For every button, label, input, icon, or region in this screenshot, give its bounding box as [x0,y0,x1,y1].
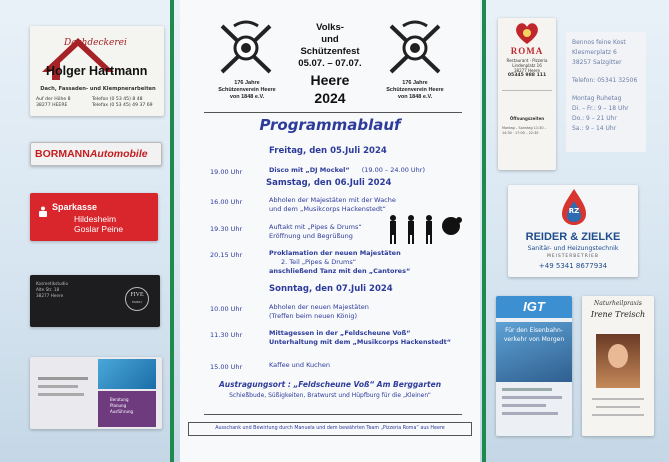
kost-hours-1: Di. – Fr.: 9 – 18 Uhr [572,105,629,112]
kost-hours-2: Do.: 9 – 21 Uhr [572,115,617,122]
bormann-name: BORMANN [35,148,90,160]
event-abholen-line2: und dem „Musikcorps Hackenstedt“ [269,205,386,213]
poster-title [180,22,480,70]
kost-city: 38257 Salzgitter [572,59,622,66]
poster-title-dates: 05.07. – 07.07. [298,58,362,69]
event-mittagessen [269,329,469,347]
five-circle-logo [125,287,149,311]
igt-logo: IGT [523,299,545,314]
sparkasse-region [74,214,123,234]
igt-text-line [502,412,558,415]
roma-hours-title: Öffnungszeiten [509,116,545,121]
emblem-caption-left-line1: 176 Jahre [234,80,260,86]
dachdecker-name: Holger Hartmann [46,64,148,78]
dachdecker-contact [92,97,153,109]
kost-hours-3: Sa.: 9 – 14 Uhr [572,125,617,132]
five-line3: 38277 Heere [36,293,64,298]
day-saturday: Samstag, den 06.Juli 2024 [266,178,392,188]
ad-bennos-kost [566,32,646,152]
ad-naturheilpraxis [582,296,654,436]
event-kaffee: Kaffee und Kuchen [269,361,330,369]
day-friday: Freitag, den 05.Juli 2024 [269,146,387,156]
dachdecker-address-line1: Auf der Höhe 8 [36,97,71,102]
dachdecker-address-line2: 38277 HEERE [36,103,68,108]
roma-phone: 05345 988 111 [507,73,547,78]
construction-text-line [38,385,78,388]
poster-footer: Ausschank und Bewirtung durch Manuela und dem bewährten Team „Pizzeria Roma“ aus Heere [188,422,472,436]
five-logo: FIVE [130,292,144,298]
roma-city: 38277 Heere [514,68,540,73]
green-divider-right [482,0,486,462]
poster-year: 2024 [314,90,346,106]
dachdecker-script: Dachdeckerei [64,38,127,48]
naturheil-text-line [592,398,644,400]
emblem-caption-right-line2: Schützenverein Heere [386,87,444,93]
igt-text-line [502,404,546,407]
program-title: Programmablauf [259,116,401,134]
pipes-drums-silhouette-icon [385,212,465,246]
roma-contact [498,58,556,78]
naturheil-name: Irene Treisch [590,310,646,319]
construction-text-line [38,377,88,380]
sparkasse-brand: Sparkasse [52,202,98,212]
roma-hours: Montag – Sonntag 11:30 – 14:30 · 17:00 – 22:30 [502,126,547,135]
kost-phone: Telefon: 05341 32506 [572,77,638,84]
sparkasse-s-icon [38,203,48,215]
emblem-caption-right-line3: von 1848 e.V. [397,94,433,100]
event-proklamation [269,249,469,276]
venue-title: Austragungsort : „Feldscheune Voß“ Am Berggarten [218,380,442,389]
kost-info [572,38,637,134]
venue-subtitle: Schießbude, Süßigkeiten, Bratwurst und Hüpfburg für die „Kleinen“ [229,392,431,399]
reider-name: REIDER & ZIELKE [525,231,621,243]
day-sunday: Sonntag, den 07.Juli 2024 [269,284,393,294]
naturheil-text-line [592,414,644,416]
ad-bormann [30,142,162,166]
green-divider-left [170,0,174,462]
five-line1: Kosmetikstudio [36,281,69,286]
emblem-caption-left-line2: Schützenverein Heere [218,87,276,93]
event-disco-text: Disco mit „DJ Mockel“ [269,166,350,174]
bormann-suffix: Automobile [89,148,148,160]
reider-meister: MEISTERBETRIEB [547,254,599,259]
event-time: 10.00 Uhr [210,305,243,313]
reider-logo: RZ [568,207,580,215]
construction-line2: Planung [110,403,127,408]
ad-igt [496,296,572,436]
emblem-caption-right-line1: 176 Jahre [402,80,428,86]
construction-services [110,397,133,415]
event-abholen-neu [269,303,469,321]
heart-icon [512,20,542,46]
construction-photo [98,359,156,389]
reider-sub: Sanitär- und Heizungstechnik [527,245,619,252]
reider-phone: +49 5341 8677934 [538,262,608,270]
event-disco-hours: (19.00 – 24.00 Uhr) [361,166,426,174]
event-abholen-line1: Abholen der Majestäten mit der Wache [269,196,396,204]
naturheil-text-line [596,406,640,408]
poster-title-line2: und [321,34,339,45]
event-time: 19.00 Uhr [210,168,243,176]
construction-text-line [38,393,84,396]
bormann-logo [35,148,148,160]
event-time: 20.15 Uhr [210,251,243,259]
roma-address: Lindenplatz 16 [512,63,542,68]
kost-street: Klesmerplatz 6 [572,49,617,56]
roma-sub: Restaurant · Pizzeria [506,58,548,63]
construction-line1: Beratung [110,397,129,402]
igt-slogan-line1: Für den Eisenbahn- [505,327,563,334]
igt-text-line [502,388,552,391]
event-auftakt-line1: Auftakt mit „Pipes & Drums“ [269,223,362,231]
event-time: 15.00 Uhr [210,363,243,371]
event-time: 16.00 Uhr [210,198,243,206]
dachdecker-address [36,97,71,109]
event-disco [269,166,479,175]
five-line2: Alte Str. 18 [36,287,60,292]
igt-slogan-line2: verkehr von Morgen [503,336,565,343]
five-address [36,281,68,299]
poster-title-line3: Schützenfest [300,46,360,57]
construction-line3: Ausführung [110,409,134,414]
event-mittagessen-line2: Unterhaltung mit dem „Musikcorps Hackenstedt“ [269,338,451,346]
igt-slogan [496,326,572,344]
kost-name: Bennos feine Kost [572,39,626,46]
kost-rest-day: Montag Ruhetag [572,95,622,102]
igt-text-line [502,396,562,399]
event-time: 19.30 Uhr [210,225,243,233]
dachdecker-fax: Telefax (0 53 45) 49 37 69 [92,103,153,108]
sparkasse-line1: Hildesheim [74,214,117,224]
roma-name: ROMA [510,46,544,56]
event-mittagessen-line1: Mittagessen in der „Feldscheune Voß“ [269,329,411,337]
five-sub: FAMILY [131,300,143,304]
emblem-caption-left-line3: von 1848 e.V. [229,94,265,100]
festival-poster [180,0,480,462]
event-abholen-neu-line1: Abholen der neuen Majestäten [269,303,369,311]
sparkasse-line2: Goslar Peine [74,224,124,234]
ad-reider-zielke [508,185,638,277]
event-time: 11.30 Uhr [210,331,243,339]
roma-divider [502,90,552,91]
event-proklamation-line1: Proklamation der neuen Majestäten [269,249,401,257]
poster-title-line1: Volks- [316,22,344,33]
poster-rule-bottom [204,414,462,415]
dachdecker-services: Dach, Fassaden- und Klempnerarbeiten [40,86,156,92]
poster-rule-top [204,112,462,113]
ad-five-family [30,275,160,327]
poster-place: Heere [310,72,350,88]
event-abholen-neu-line2: (Treffen beim neuen König) [269,312,357,320]
dachdecker-phone: Telefon (0 53 45) 8 48 [92,97,143,102]
naturheil-title: Naturheilpraxis [594,300,642,307]
event-auftakt-line2: Eröffnung und Begrüßung [269,232,353,240]
ad-construction [30,357,162,429]
ad-roma [498,18,556,170]
ad-sparkasse [30,193,158,241]
event-proklamation-line3: anschließend Tanz mit den „Cantores“ [269,267,411,275]
portrait-photo [596,334,640,388]
ad-dachdecker [30,26,164,116]
event-proklamation-line2: 2. Teil „Pipes & Drums“ [281,258,357,266]
